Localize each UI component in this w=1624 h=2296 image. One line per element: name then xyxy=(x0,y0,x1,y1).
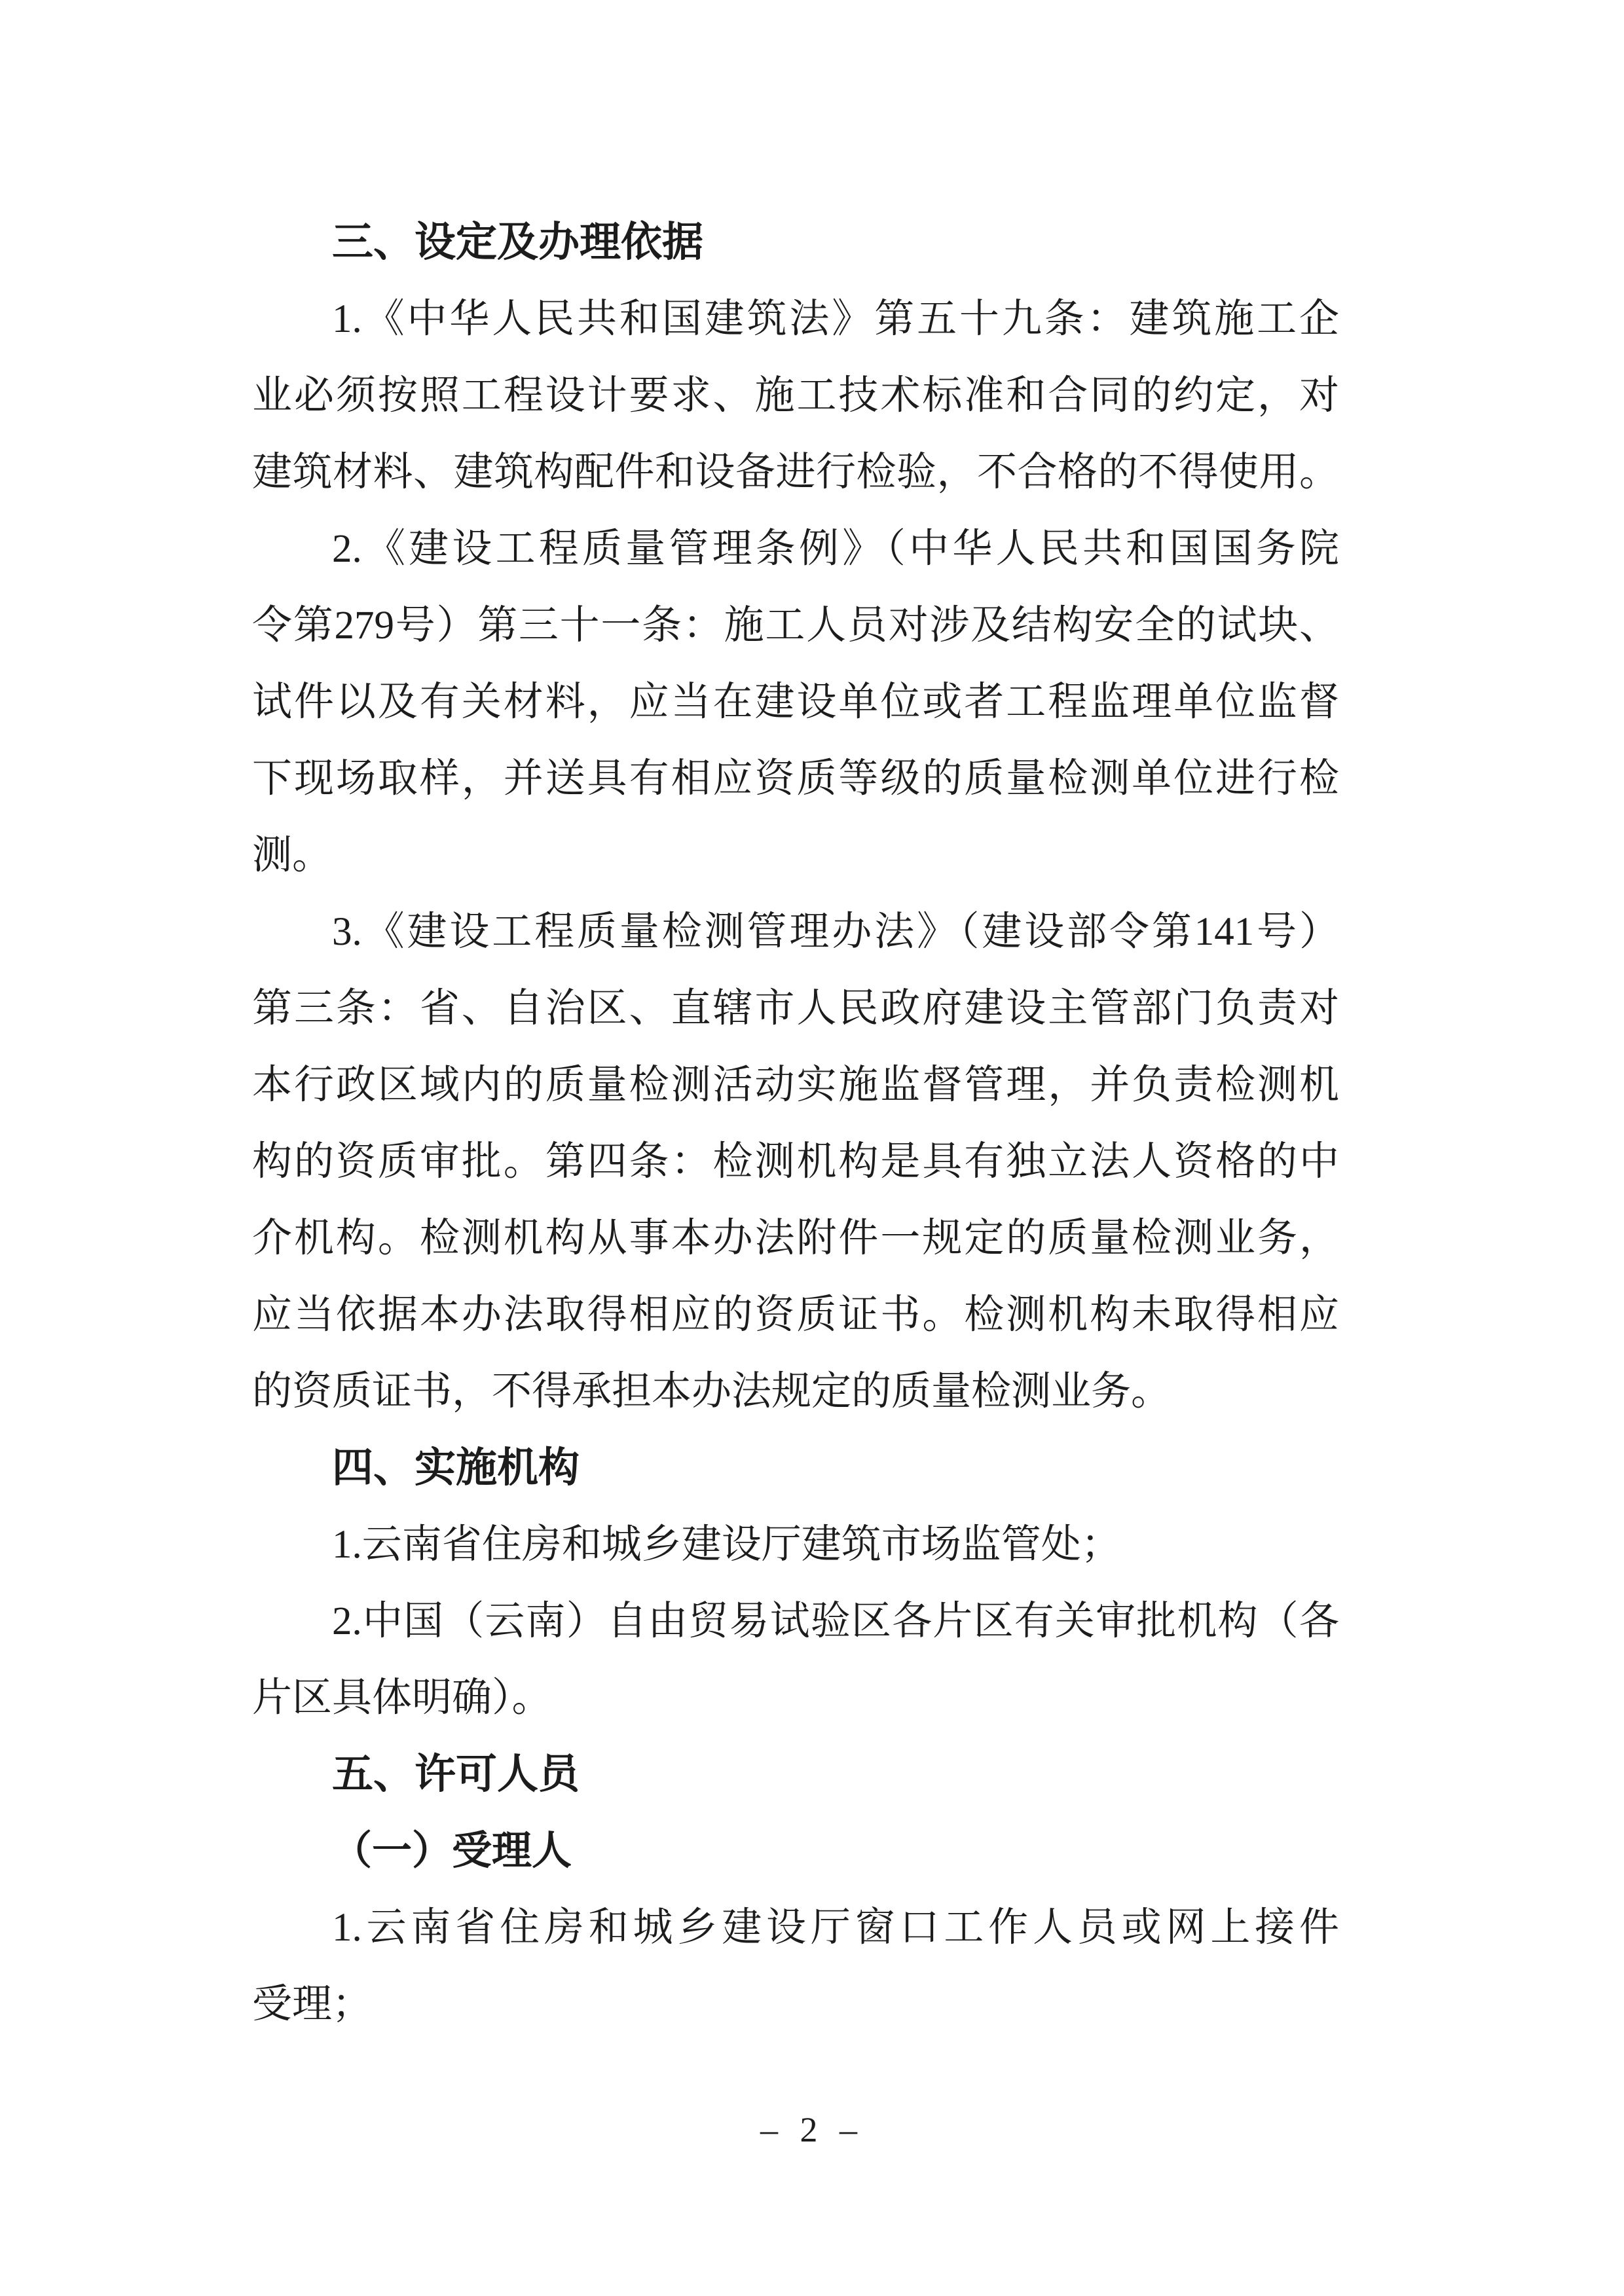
para1-line3: 建筑材料、建筑构配件和设备进行检验，不合格的不得使用。 xyxy=(252,450,1339,494)
para3-line2: 第三条：省、自治区、直辖市人民政府建设主管部门负责对 xyxy=(252,987,1339,1030)
para4-line1: 1.云南省住房和城乡建设厅建筑市场监管处； xyxy=(332,1523,1121,1567)
para5-line1: 2.中国（云南）自由贸易试验区各片区有关审批机构（各 xyxy=(332,1599,1339,1643)
para1-line1: 1.《中华人民共和国建筑法》第五十九条：建筑施工企 xyxy=(332,297,1339,341)
para2-line2: 令第279号）第三十一条：施工人员对涉及结构安全的试块、 xyxy=(252,604,1339,647)
section-heading-4: 四、实施机构 xyxy=(332,1445,580,1491)
para3-line7: 的资质证书，不得承担本办法规定的质量检测业务。 xyxy=(252,1370,1172,1413)
para6-line1: 1.云南省住房和城乡建设厅窗口工作人员或网上接件 xyxy=(332,1906,1339,1950)
document-body xyxy=(252,204,1339,2043)
para3-line4: 构的资质审批。第四条：检测机构是具有独立法人资格的中 xyxy=(252,1140,1339,1184)
para3-line1: 3.《建设工程质量检测管理办法》（建设部令第141号） xyxy=(332,910,1339,954)
para5-line2: 片区具体明确）。 xyxy=(252,1676,552,1720)
para6-line2: 受理； xyxy=(252,1982,373,2026)
section-heading-5: 五、许可人员 xyxy=(332,1751,580,1797)
para3-line6: 应当依据本办法取得相应的资质证书。检测机构未取得相应 xyxy=(252,1293,1339,1337)
para2-line3: 试件以及有关材料，应当在建设单位或者工程监理单位监督 xyxy=(252,680,1339,724)
para2-line4: 下现场取样，并送具有相应资质等级的质量检测单位进行检 xyxy=(252,757,1339,801)
para2-line1: 2.《建设工程质量管理条例》（中华人民共和国国务院 xyxy=(332,527,1339,571)
para2-line5: 测。 xyxy=(252,833,333,877)
para3-line5: 介机构。检测机构从事本办法附件一规定的质量检测业务， xyxy=(252,1216,1339,1260)
section-heading-3: 三、设定及办理依据 xyxy=(332,219,703,265)
para1-line2: 业必须按照工程设计要求、施工技术标准和合同的约定，对 xyxy=(252,374,1339,418)
page-number: – 2 – xyxy=(760,2110,864,2149)
para3-line3: 本行政区域内的质量检测活动实施监督管理，并负责检测机 xyxy=(252,1063,1339,1107)
sub-heading-acceptor: （一）受理人 xyxy=(332,1829,572,1873)
